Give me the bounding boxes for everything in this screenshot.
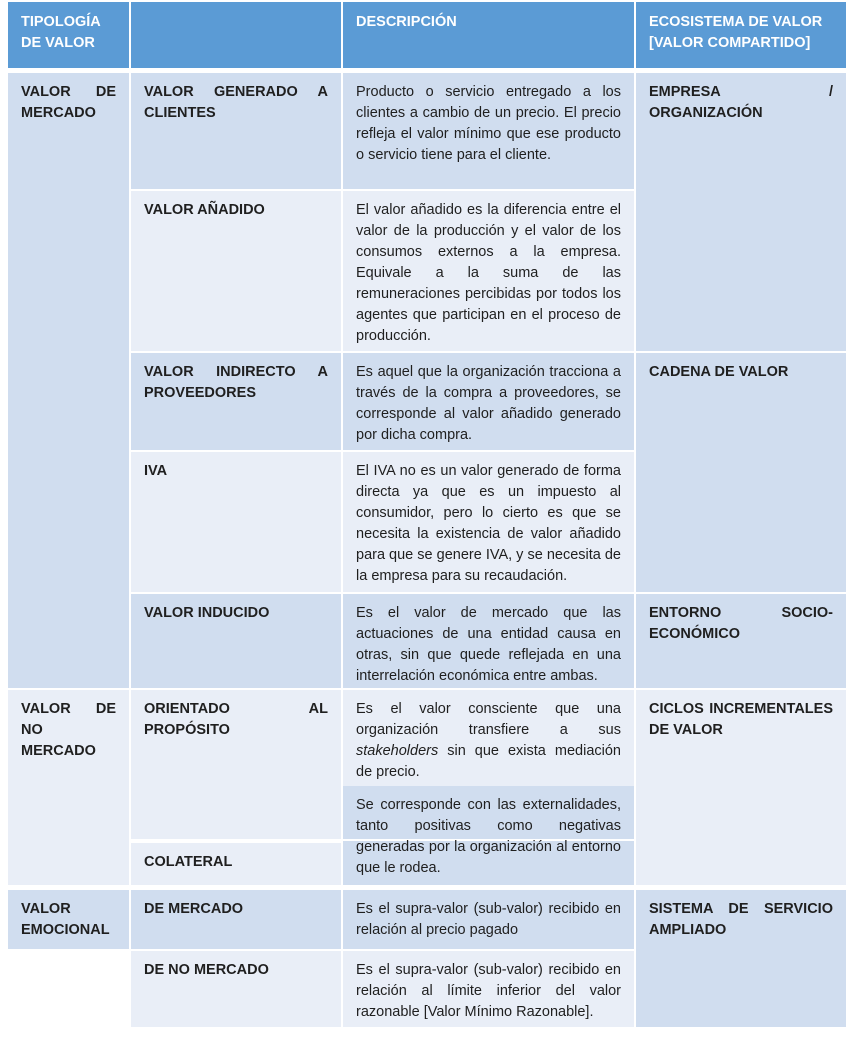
eco-empresa-organizacion: EMPRESA / ORGANIZACIÓN <box>636 70 846 353</box>
row-desc-colateral <box>343 797 636 887</box>
row-type-de-no-mercado: DE NO MERCADO <box>131 951 343 1029</box>
header-empty <box>131 2 343 70</box>
stakeholders-term: stakeholders <box>356 743 439 759</box>
row-type-orientado-proposito-text: ORIENTADO AL PROPÓSITO <box>144 701 328 738</box>
row-desc-valor-anadido: El valor añadido es la diferencia entre el valor de la producción y el valor de los consumos externos a la empresa. Equivale a la suma de las remuneraciones percibidas por todos los agentes que participan en el proceso de producción. <box>343 191 636 353</box>
row-desc-iva: El IVA no es un valor generado de forma directa ya que es un impuesto al consumidor, pero lo cierto es que se necesita la existencia de valor añadido para que se genere IVA, y se necesita de la empresa para su recaudación. <box>343 452 636 594</box>
row-desc-valor-indirecto: Es aquel que la organización tracciona a través de la compra a proveedores, se corresponde al valor añadido generado por dicha compra. <box>343 353 636 452</box>
row-type-colateral: COLATERAL <box>131 841 343 887</box>
group-valor-de-mercado: VALOR DE MERCADO <box>8 70 131 690</box>
row-desc-de-mercado: Es el supra-valor (sub-valor) recibido en relación al precio pagado <box>343 887 636 951</box>
eco-ciclos-incrementales: CICLOS INCREMENTALES DE VALOR <box>636 690 846 887</box>
group-valor-emocional: VALOR EMOCIONAL <box>8 887 131 951</box>
group-valor-emocional-blank <box>8 951 131 1029</box>
row-type-orientado-proposito <box>131 690 343 841</box>
value-typology-table <box>8 2 846 1034</box>
row-type-iva: IVA <box>131 452 343 594</box>
row-type-valor-indirecto: VALOR INDIRECTO A PROVEEDORES <box>131 353 343 452</box>
eco-sistema-servicio-ampliado: SISTEMA DE SERVICIO AMPLIADO <box>636 887 846 1029</box>
row-type-valor-anadido: VALOR AÑADIDO <box>131 191 343 353</box>
row-desc-valor-inducido: Es el valor de mercado que las actuaciones de una entidad causa en otras, sin que quede reflejada en una interrelación económica entre ambas. <box>343 594 636 690</box>
row-type-valor-generado: VALOR GENERADO A CLIENTES <box>131 70 343 191</box>
desc-orientado-text: Es el valor consciente que una organización transfiere a sus stakeholders sin que exista mediación de precio. <box>356 701 621 780</box>
row-desc-de-no-mercado: Es el supra-valor (sub-valor) recibido en relación al límite inferior del valor razonable [Valor Mínimo Razonable]. <box>343 951 636 1029</box>
row-type-de-mercado: DE MERCADO <box>131 887 343 951</box>
eco-cadena-de-valor: CADENA DE VALOR <box>636 353 846 594</box>
eco-entorno-socio-economico: ENTORNO SOCIO-ECONÓMICO <box>636 594 846 690</box>
row-type-valor-inducido: VALOR INDUCIDO <box>131 594 343 690</box>
header-ecosistema: ECOSISTEMA DE VALOR [VALOR COMPARTIDO] <box>636 2 846 70</box>
header-descripcion: DESCRIPCIÓN <box>343 2 636 70</box>
header-tipologia: TIPOLOGÍA DE VALOR <box>8 2 131 70</box>
row-desc-valor-generado: Producto o servicio entregado a los clientes a cambio de un precio. El precio refleja el valor mínimo que ese producto o servicio tiene para el cliente. <box>343 70 636 191</box>
group-valor-de-no-mercado: VALOR DE NO MERCADO <box>8 690 131 887</box>
desc-colateral-text: Se corresponde con las externalidades, tanto positivas como negativas generadas por la organización al entorno que le rodea. <box>356 797 621 876</box>
